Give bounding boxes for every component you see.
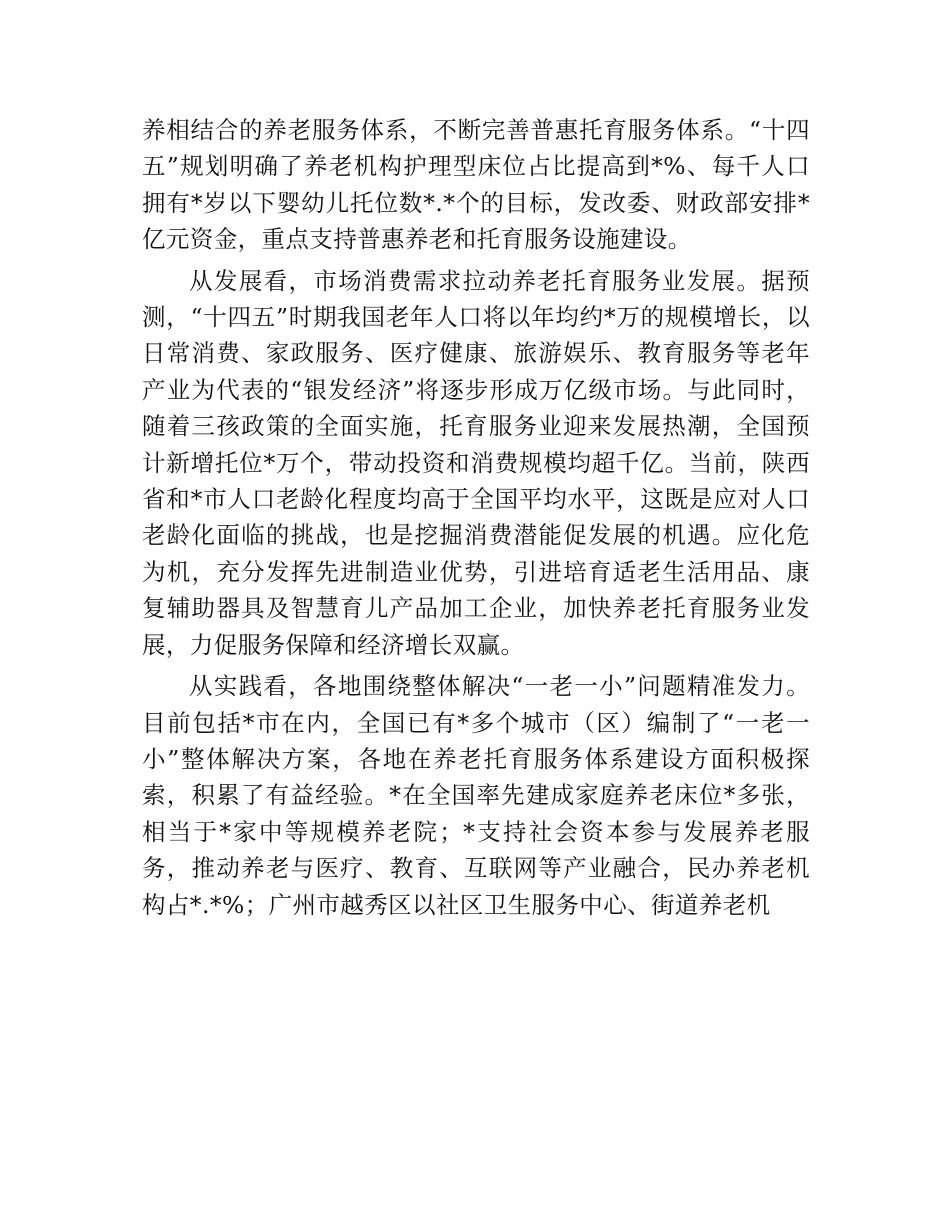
paragraph-practice: 从实践看，各地围绕整体解决“一老一小”问题精准发力。目前包括*市在内，全国已有*多个城市（区）编制了“一老一小”整体解决方案，各地在养老托育服务体系建设方面积极探索，积累了有益经验。*在全国率先建成家庭养老床位*多张，相当于*家中等规模养老院；*支持社会资本参与发展养老服务，推动养老与医疗、教育、互联网等产业融合，民办养老机构占*.*%；广州市越秀区以社区卫生服务中心、街道养老机 — [142, 672, 810, 919]
paragraph-continuation: 养相结合的养老服务体系，不断完善普惠托育服务体系。“十四五”规划明确了养老机构护理型床位占比提高到*%、每千人口拥有*岁以下婴幼儿托位数*.*个的目标，发改委、财政部安排*亿元资金，重点支持普惠养老和托育服务设施建设。 — [142, 116, 810, 254]
paragraph-development: 从发展看，市场消费需求拉动养老托育服务业发展。据预测，“十四五”时期我国老年人口将以年均约*万的规模增长，以日常消费、家政服务、医疗健康、旅游娱乐、教育服务等老年产业为代表的“银发经济”将逐步形成万亿级市场。与此同时，随着三孩政策的全面实施，托育服务业迎来发展热潮，全国预计新增托位*万个，带动投资和消费规模均超千亿。当前，陕西省和*市人口老龄化程度均高于全国平均水平，这既是应对人口老龄化面临的挑战，也是挖掘消费潜能促发展的机遇。应化危为机，充分发挥先进制造业优势，引进培育适老生活用品、康复辅助器具及智慧育儿产品加工企业，加快养老托育服务业发展，力促服务保障和经济增长双赢。 — [142, 266, 810, 659]
document-body — [142, 112, 810, 923]
